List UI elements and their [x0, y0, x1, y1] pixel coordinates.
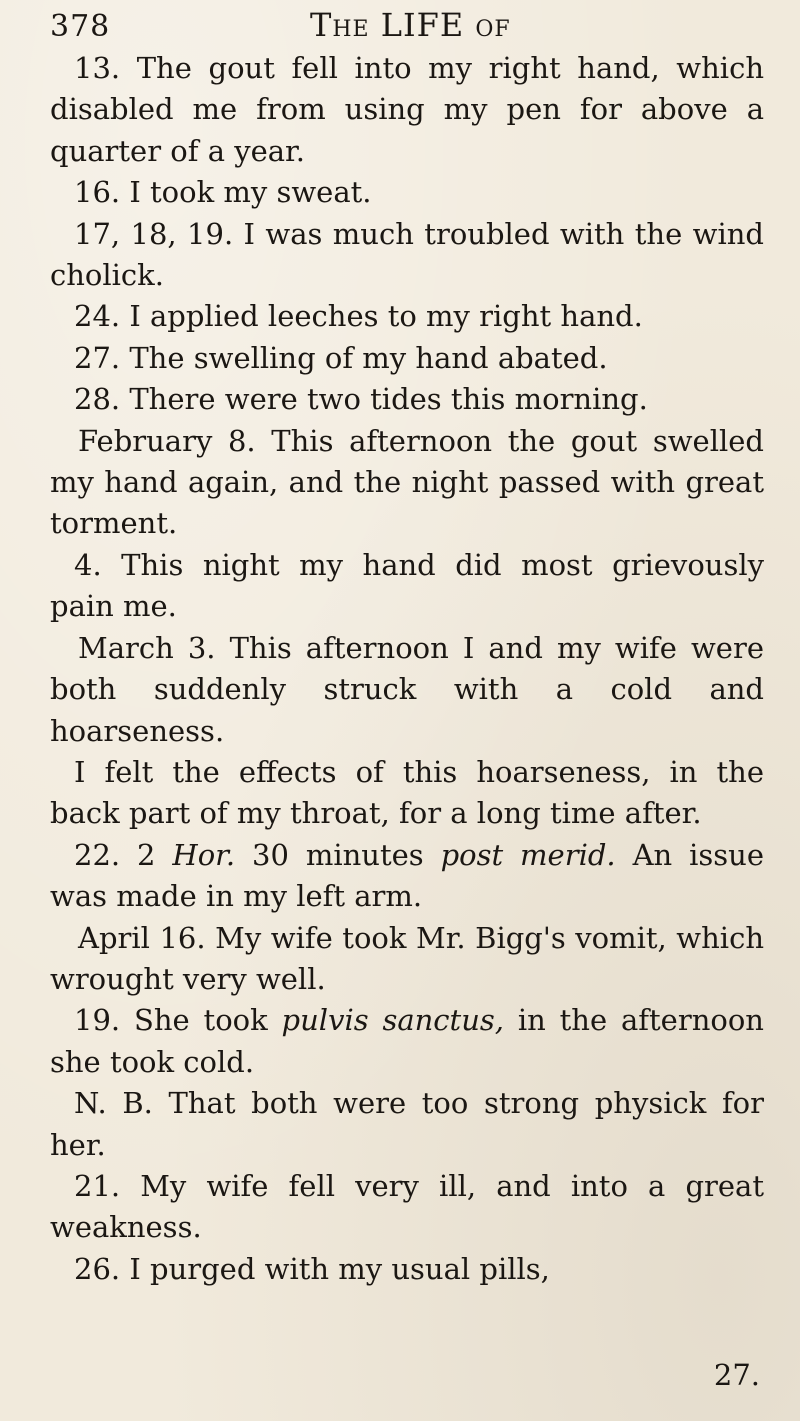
entry-february-4: 4. This night my hand did most grievously pain me. [50, 547, 764, 624]
entry-march-3: March 3. This afternoon I and my wife were both suddenly struck with a cold and hoarseness. [50, 630, 764, 748]
entry-two-tides: 28. There were two tides this morning. [74, 382, 648, 417]
entry-wind-cholick: 17, 18, 19. I was much troubled with the wind cholick. [50, 216, 764, 293]
running-title: The LIFE of [310, 6, 511, 44]
entry-april-19-part-1: 19. She took [74, 1003, 282, 1038]
entry-march-22 [50, 835, 764, 918]
entry-hoarseness-effects: I felt the effects of this hoarseness, in the back part of my throat, for a long time after. [50, 754, 764, 831]
entry-march-22-italic-hor: Hor. [172, 837, 236, 872]
entry-gout-right-hand: 13. The gout fell into my right hand, which disabled me from using my pen for above a quarter of a year. [50, 51, 764, 168]
running-head [50, 6, 764, 44]
entry-april-19-part-2: in the afternoon she took cold. [50, 1003, 764, 1079]
page-number: 378 [50, 9, 111, 44]
entry-sweat: 16. I took my sweat. [74, 175, 372, 210]
catchword: 27. [713, 1358, 760, 1392]
entry-march-22-part-3: An issue was made in my left arm. [50, 837, 765, 914]
entry-april-19 [50, 1000, 764, 1083]
entry-nota-bene: N. B. That both were too strong physick for her. [50, 1086, 764, 1162]
entry-march-22-part-2: 30 minutes [235, 837, 441, 872]
entry-april-21: 21. My wife fell very ill, and into a great weakness. [50, 1168, 764, 1245]
entry-april-19-italic-pulvis: pulvis sanctus, [281, 1003, 504, 1038]
entry-february-8: February 8. This afternoon the gout swelled my hand again, and the night passed with great torment. [50, 423, 764, 541]
entry-swelling-abated: 27. The swelling of my hand abated. [74, 340, 608, 375]
body-text [50, 48, 764, 1290]
entry-leeches: 24. I applied leeches to my right hand. [74, 299, 643, 334]
entry-march-22-part-1: 22. 2 [74, 837, 173, 872]
entry-april-16: April 16. My wife took Mr. Bigg's vomit, which wrought very well. [50, 920, 764, 996]
entry-april-26: 26. I purged with my usual pills, [74, 1251, 550, 1286]
entry-march-22-italic-post-merid: post merid. [440, 837, 616, 872]
